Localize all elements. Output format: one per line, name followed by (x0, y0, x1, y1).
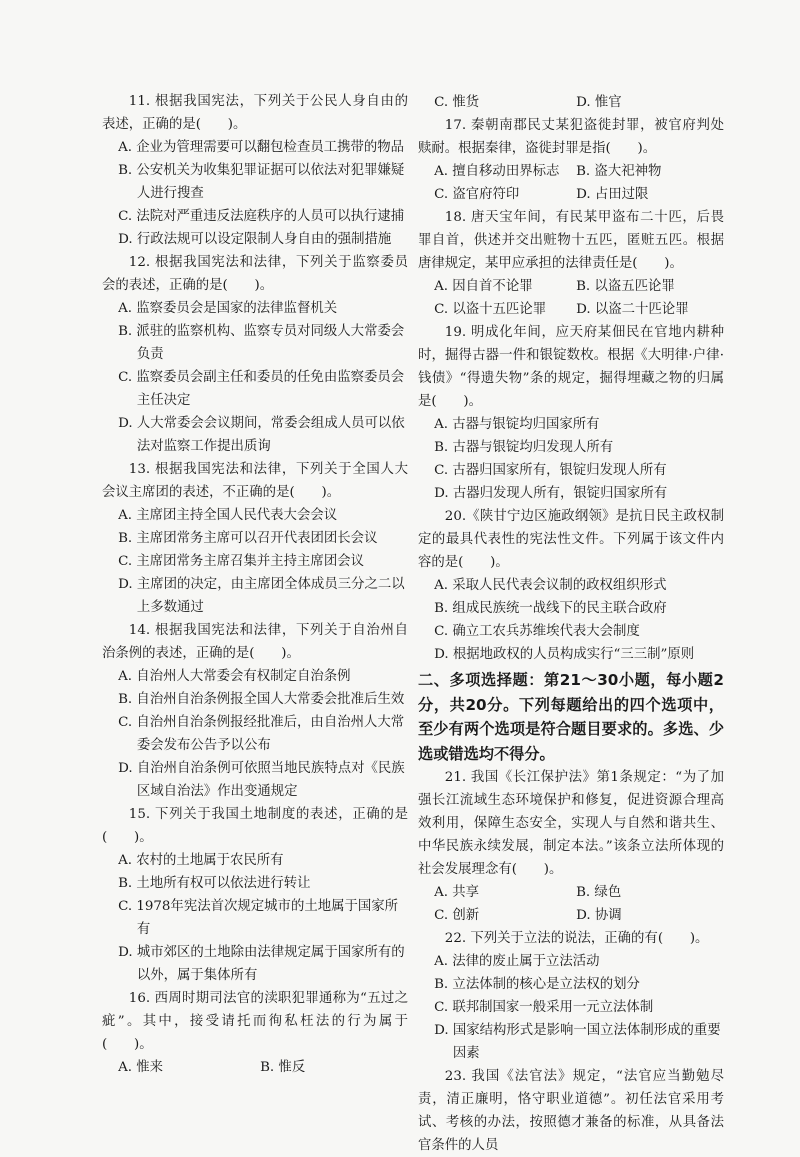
question-22-option-c: C. 联邦制国家一般采用一元立法体制 (434, 1000, 654, 1015)
question-20-option-a: A. 采取人民代表会议制的政权组织形式 (434, 578, 667, 593)
question-21-option-a: A. 共享 (434, 885, 480, 900)
question-11-option-c: C. 法院对严重违反法庭秩序的人员可以执行逮捕 (118, 209, 405, 224)
question-15-option-c: C. 1978年宪法首次规定城市的土地属于国家所有 (118, 899, 399, 937)
question-13-stem: 13. 根据我国宪法和法律，下列关于全国人大会议主席团的表述，不正确的是( )。 (102, 462, 408, 500)
question-19-stem: 19. 明成化年间，应天府某佃民在官地内耕种时，掘得古器一件和银锭数枚。根据《大明律·户律·钱债》“得遗失物”条的规定，掘得埋藏之物的归属是( )。 (418, 325, 724, 409)
question-14-stem: 14. 根据我国宪法和法律，下列关于自治州自治条例的表述，正确的是( )。 (102, 623, 408, 661)
question-13-option-b: B. 主席团常务主席可以召开代表团团长会议 (118, 531, 378, 546)
right-column (418, 91, 724, 1157)
question-13-option-c: C. 主席团常务主席召集并主持主席团会议 (118, 554, 364, 569)
question-12-option-d: D. 人大常委会会议期间，常委会组成人员可以依法对监察工作提出质询 (118, 416, 405, 454)
question-11-option-b: B. 公安机关为收集犯罪证据可以依法对犯罪嫌疑人进行搜查 (118, 163, 405, 201)
question-11-stem: 11. 根据我国宪法，下列关于公民人身自由的表述，正确的是( )。 (102, 94, 408, 132)
question-18-stem: 18. 唐天宝年间，有民某甲盗布二十匹，后畏罪自首，供述并交出赃物十五匹，匿赃五匹。根据唐律规定，某甲应承担的法律责任是( )。 (418, 210, 724, 271)
question-21-stem: 21. 我国《长江保护法》第1条规定：“为了加强长江流域生态环境保护和修复，促进资源合理高效利用，保障生态安全，实现人与自然和谐共生、中华民族永续发展，制定本法。”该条立法所体现的社会发展理念有( )。 (418, 770, 724, 877)
question-17-options-row1 (418, 160, 724, 183)
question-13-option-d: D. 主席团的决定，由主席团全体成员三分之二以上多数通过 (118, 577, 405, 615)
question-16-option-d: D. 惟官 (576, 95, 622, 110)
question-16-option-b: B. 惟反 (260, 1060, 306, 1075)
question-22-stem: 22. 下列关于立法的说法，正确的有( )。 (444, 931, 709, 946)
question-23-stem: 23. 我国《法官法》规定，“法官应当勤勉尽责，清正廉明，恪守职业道德”。初任法官采用考试、考核的办法，按照德才兼备的标准，从具备法官条件的人员 (418, 1069, 724, 1153)
section-heading-multiple-choice: 二、多项选择题：第21～30小题，每小题2分，共20分。下列每题给出的四个选项中，至少有两个选项是符合题目要求的。多选、少选或错选均不得分。 (418, 671, 724, 763)
question-15-stem: 15. 下列关于我国土地制度的表述，正确的是( )。 (102, 807, 408, 845)
question-22-option-b: B. 立法体制的核心是立法权的划分 (434, 977, 640, 992)
question-11-option-d: D. 行政法规可以设定限制人身自由的强制措施 (118, 232, 392, 247)
question-18-option-a: A. 因自首不论罪 (434, 279, 533, 294)
left-column (102, 90, 408, 1079)
question-15-option-a: A. 农村的土地属于农民所有 (118, 853, 284, 868)
question-12-option-a: A. 监察委员会是国家的法律监督机关 (118, 301, 338, 316)
question-12-option-b: B. 派驻的监察机构、监察专员对同级人大常委会负责 (118, 324, 405, 362)
question-12-stem: 12. 根据我国宪法和法律，下列关于监察委员会的表述，正确的是( )。 (102, 255, 408, 293)
question-17-options-row2 (418, 183, 724, 206)
question-20-option-c: C. 确立工农兵苏维埃代表大会制度 (434, 624, 640, 639)
question-18-options-row2 (418, 298, 724, 321)
question-20-option-b: B. 组成民族统一战线下的民主联合政府 (434, 601, 667, 616)
question-13-option-a: A. 主席团主持全国人民代表大会会议 (118, 508, 338, 523)
question-17-option-b: B. 盗大祀神物 (576, 164, 662, 179)
question-14-option-d: D. 自治州自治条例可依照当地民族特点对《民族区域自治法》作出变通规定 (118, 761, 405, 799)
question-15-option-b: B. 土地所有权可以依法进行转让 (118, 876, 311, 891)
question-17-option-d: D. 占田过限 (576, 187, 649, 202)
question-16-stem: 16. 西周时期司法官的渎职犯罪通称为“五过之疵”。其中，接受请托而徇私枉法的行为属于( )。 (102, 991, 408, 1052)
question-11-option-a: A. 企业为管理需要可以翻包检查员工携带的物品 (118, 140, 405, 155)
question-20-option-d: D. 根据地政权的人员构成实行“三三制”原则 (434, 647, 695, 662)
question-18-option-c: C. 以盗十五匹论罪 (434, 302, 547, 317)
question-21-option-d: D. 协调 (576, 908, 622, 923)
question-18-options-row1 (418, 275, 724, 298)
question-21-option-c: C. 创新 (434, 908, 480, 923)
question-19-option-b: B. 古器与银锭均归发现人所有 (434, 440, 614, 455)
question-17-stem: 17. 秦朝南郡民丈某犯盗徙封罪，被官府判处赎耐。根据秦律，盗徙封罪是指( )。 (418, 118, 724, 156)
question-21-options-row1 (418, 881, 724, 904)
question-16-option-a: A. 惟来 (118, 1060, 164, 1075)
question-21-options-row2 (418, 904, 724, 927)
question-14-option-b: B. 自治州自治条例报全国人大常委会批准后生效 (118, 692, 405, 707)
question-18-option-d: D. 以盗二十匹论罪 (576, 302, 689, 317)
question-14-option-c: C. 自治州自治条例报经批准后，由自治州人大常委会发布公告予以公布 (118, 715, 405, 753)
question-19-option-d: D. 古器归发现人所有，银锭归国家所有 (434, 486, 668, 501)
question-21-option-b: B. 绿色 (576, 885, 622, 900)
question-15-option-d: D. 城市郊区的土地除由法律规定属于国家所有的以外，属于集体所有 (118, 945, 405, 983)
question-17-option-c: C. 盗官府符印 (434, 187, 520, 202)
question-16-option-c: C. 惟货 (434, 95, 480, 110)
question-16-options-row1 (102, 1056, 408, 1079)
question-18-option-b: B. 以盗五匹论罪 (576, 279, 675, 294)
question-19-option-a: A. 古器与银锭均归国家所有 (434, 417, 600, 432)
question-12-option-c: C. 监察委员会副主任和委员的任免由监察委员会主任决定 (118, 370, 405, 408)
question-22-option-d: D. 国家结构形式是影响一国立法体制形成的重要因素 (434, 1023, 721, 1061)
question-20-stem: 20.《陕甘宁边区施政纲领》是抗日民主政权制定的最具代表性的宪法性文件。下列属于该文件内容的是( )。 (418, 509, 724, 570)
question-19-option-c: C. 古器归国家所有，银锭归发现人所有 (434, 463, 667, 478)
question-22-option-a: A. 法律的废止属于立法活动 (434, 954, 600, 969)
question-16-options-row2 (418, 91, 724, 114)
question-14-option-a: A. 自治州人大常委会有权制定自治条例 (118, 669, 351, 684)
question-17-option-a: A. 擅自移动田界标志 (434, 164, 560, 179)
